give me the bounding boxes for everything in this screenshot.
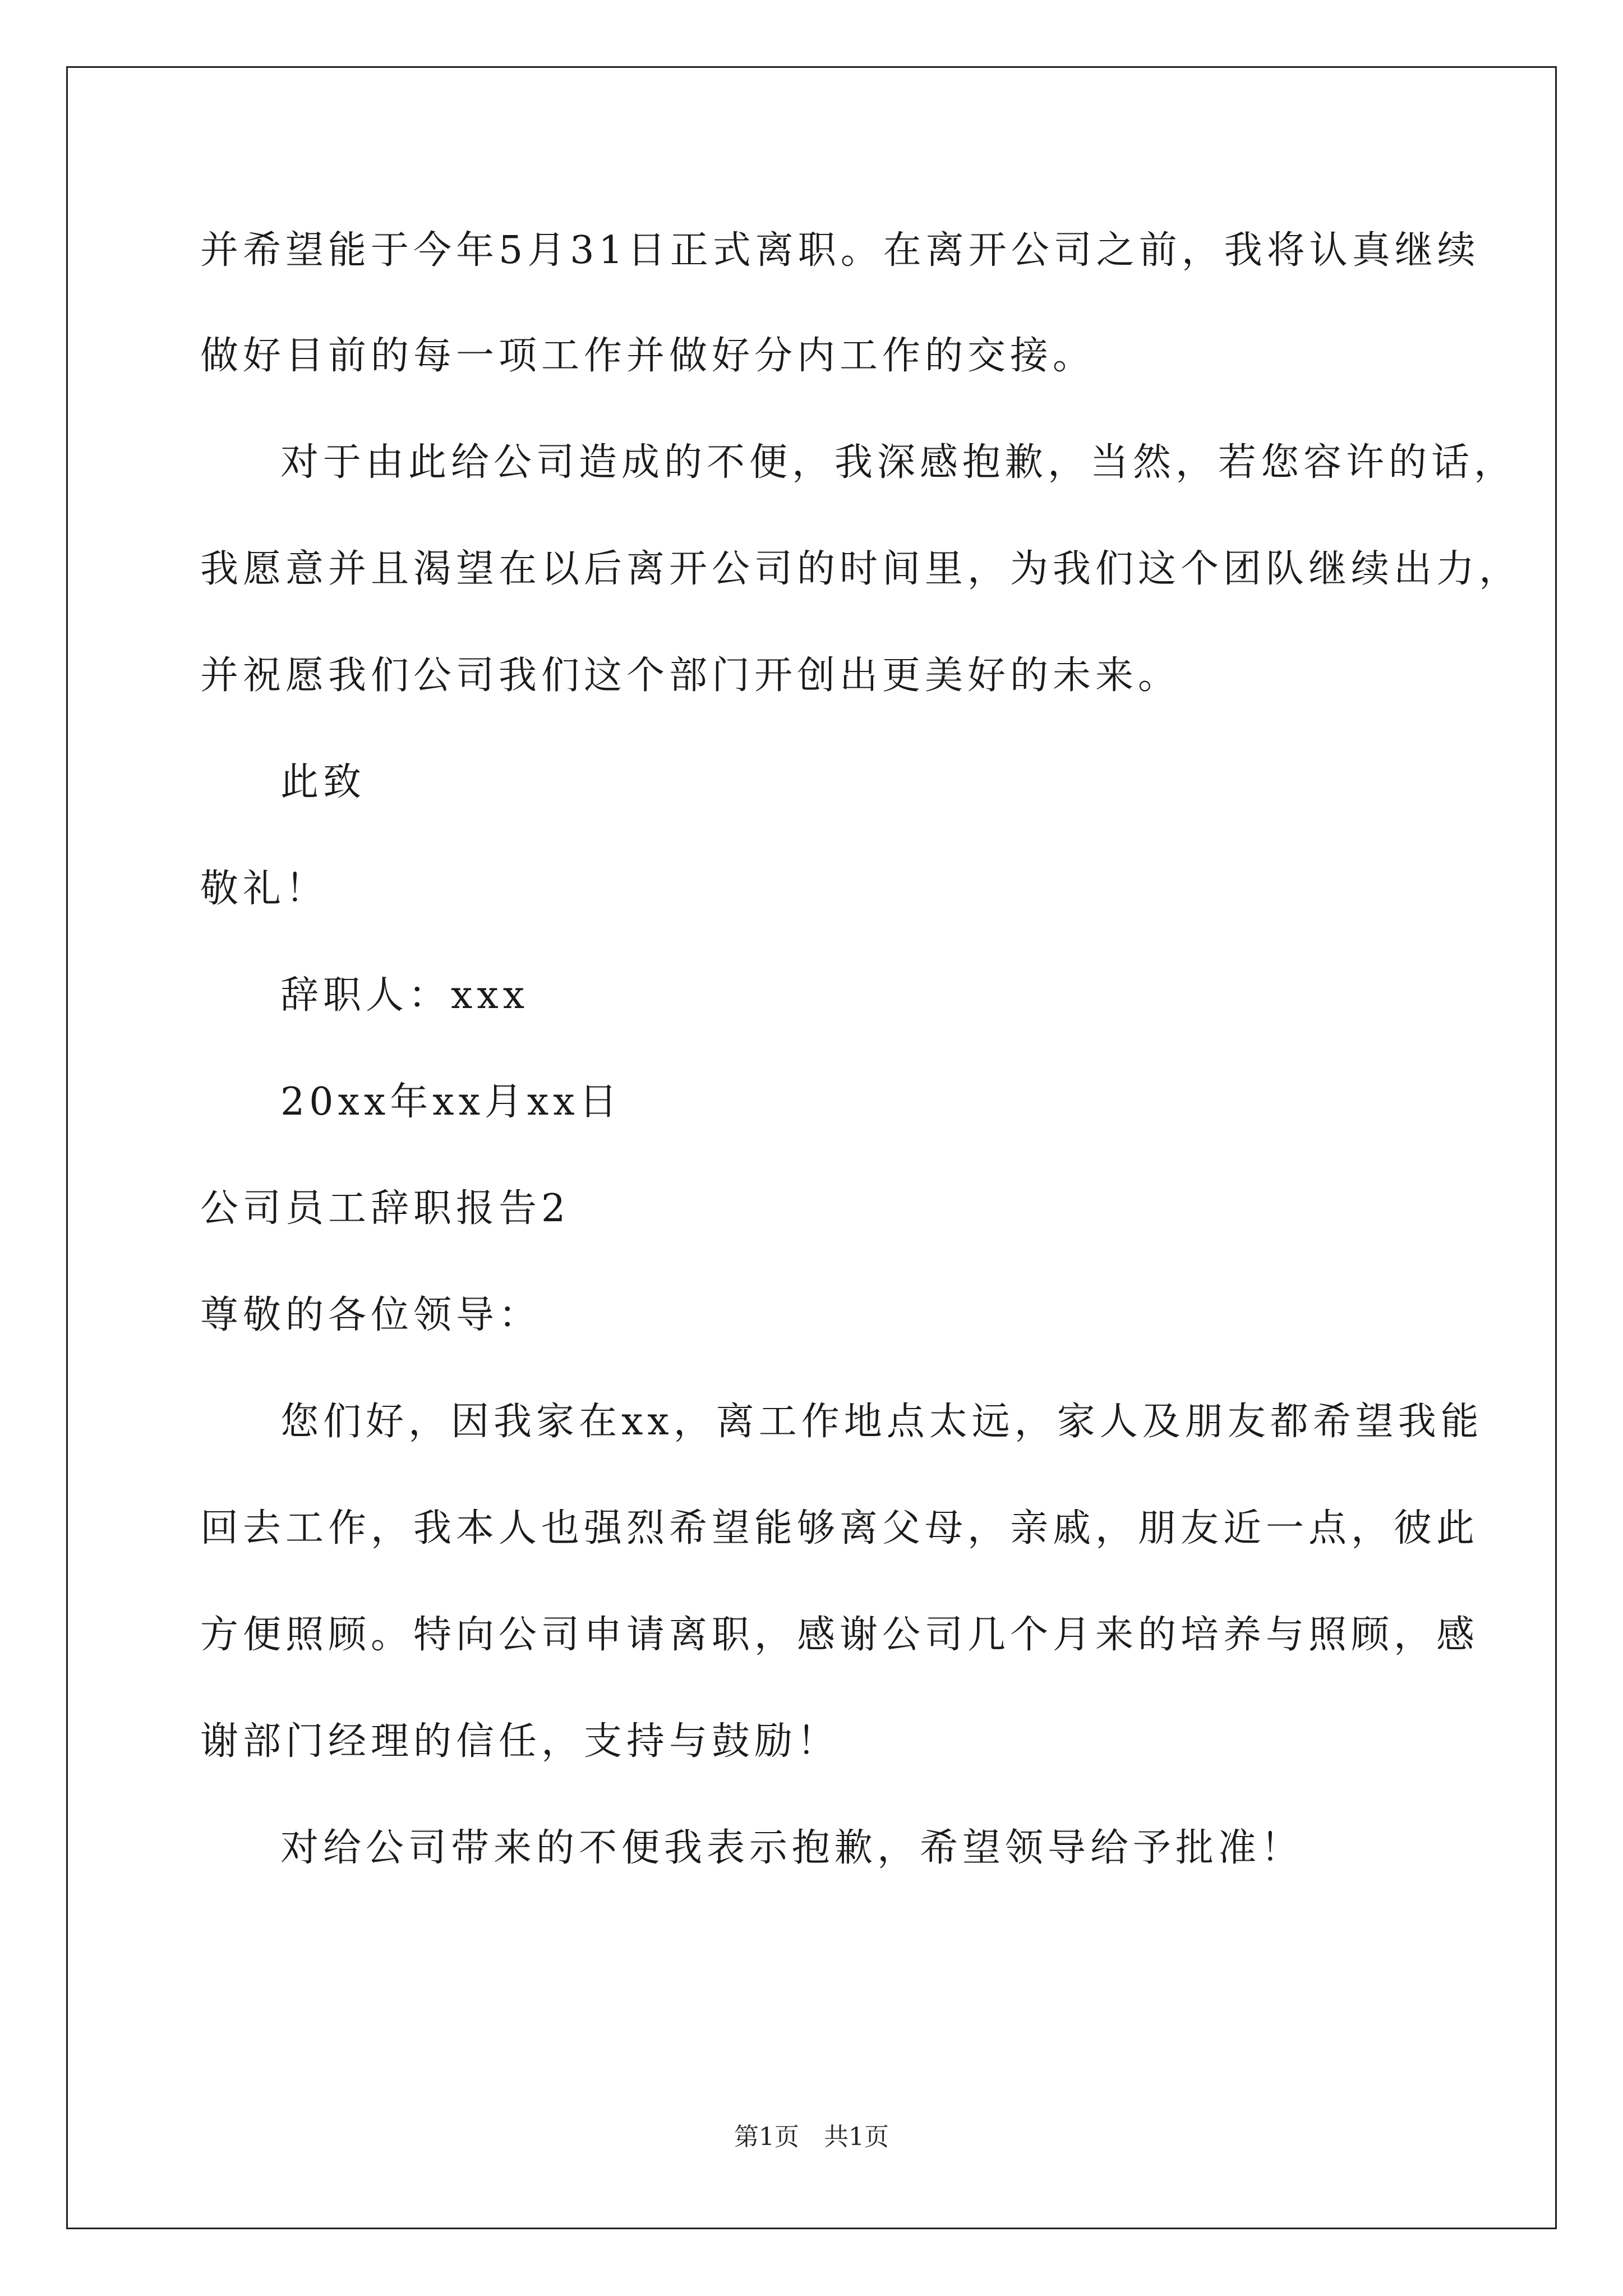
body-line-9: 谢部门经理的信任，支持与鼓励！ — [200, 1719, 840, 1764]
signature-name: 辞职人：xxx — [280, 973, 529, 1018]
closing-regards: 敬礼！ — [200, 867, 329, 911]
closing-salutation: 此致 — [280, 760, 366, 804]
page-border — [66, 66, 1557, 2229]
body-line-8: 方便照顾。特向公司申请离职，感谢公司几个月来的培养与照顾，感 — [200, 1613, 1479, 1657]
body-line-4: 我愿意并且渴望在以后离开公司的时间里，为我们这个团队继续出力， — [200, 547, 1522, 591]
body-line-1: 并希望能于今年5月31日正式离职。在离开公司之前，我将认真继续 — [200, 228, 1480, 273]
body-line-10: 对给公司带来的不便我表示抱歉，希望领导给予批准！ — [280, 1826, 1304, 1870]
body-line-7: 回去工作，我本人也强烈希望能够离父母，亲戚，朋友近一点，彼此 — [200, 1506, 1479, 1550]
body-line-3: 对于由此给公司造成的不便，我深感抱歉，当然，若您容许的话， — [280, 440, 1517, 485]
body-line-6: 您们好，因我家在xx，离工作地点太远，家人及朋友都希望我能 — [280, 1400, 1483, 1444]
page-footer: 第1页 共1页 — [734, 2123, 889, 2151]
signature-date: 20xx年xx月xx日 — [280, 1080, 622, 1124]
body-line-5: 并祝愿我们公司我们这个部门开创出更美好的未来。 — [200, 654, 1181, 698]
section-title: 公司员工辞职报告2 — [200, 1186, 570, 1231]
body-line-2: 做好目前的每一项工作并做好分内工作的交接。 — [200, 334, 1096, 378]
letter-greeting: 尊敬的各位领导： — [200, 1293, 542, 1337]
